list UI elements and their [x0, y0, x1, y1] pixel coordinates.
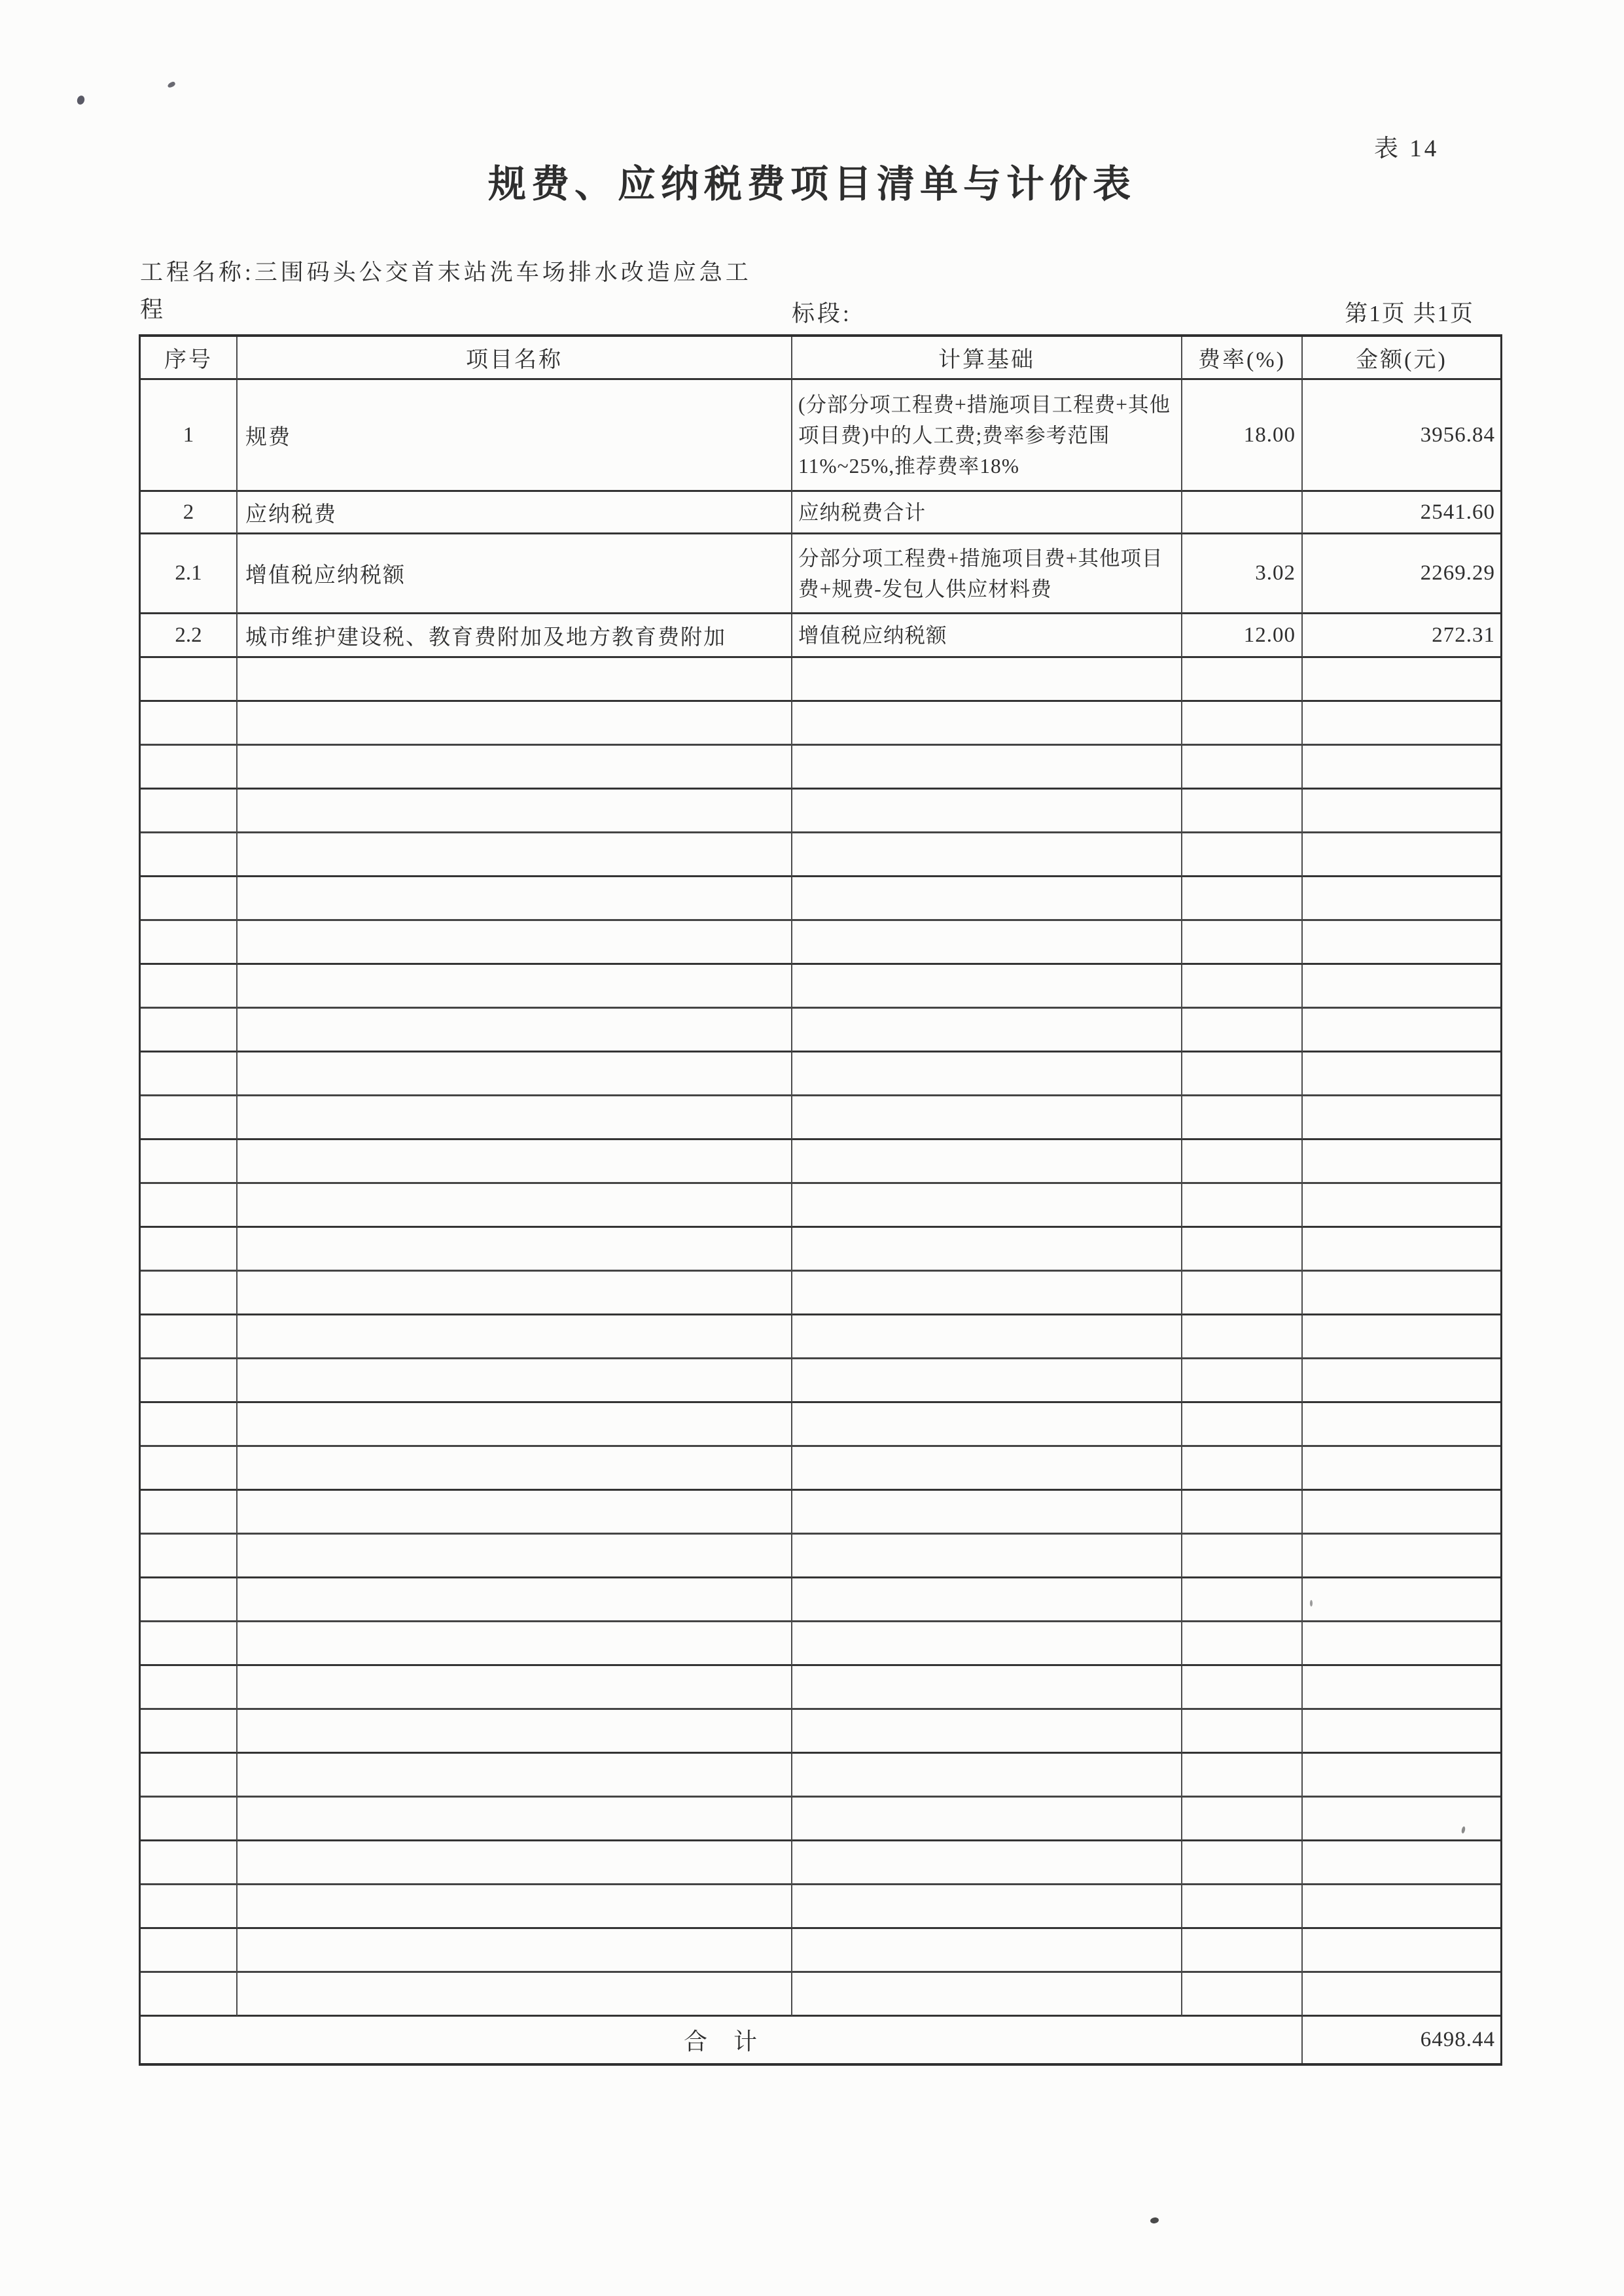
total-amount-cell: 6498.44	[1420, 2028, 1495, 2051]
header-cell-amount: 金额(元)	[1303, 337, 1500, 380]
empty-table-row	[141, 1009, 1500, 1052]
empty-cell	[1182, 1578, 1303, 1622]
empty-cell	[1303, 1491, 1500, 1535]
empty-table-row	[141, 921, 1500, 965]
empty-cell	[1182, 1798, 1303, 1841]
empty-cell	[1182, 1447, 1303, 1491]
empty-cell	[1303, 1841, 1500, 1885]
empty-cell	[1182, 658, 1303, 702]
empty-cell	[1303, 746, 1500, 790]
empty-cell	[141, 1359, 238, 1403]
empty-cell	[238, 1929, 792, 1973]
empty-table-row	[141, 1622, 1500, 1666]
empty-cell	[141, 790, 238, 833]
empty-cell	[792, 1228, 1182, 1272]
empty-cell	[1182, 1929, 1303, 1973]
empty-cell	[1303, 1885, 1500, 1929]
empty-table-row	[141, 833, 1500, 877]
empty-cell	[1303, 965, 1500, 1009]
row-no-cell: 2.1	[141, 534, 238, 614]
empty-cell	[141, 1096, 238, 1140]
empty-cell	[1182, 1841, 1303, 1885]
empty-table-row	[141, 1359, 1500, 1403]
empty-cell	[792, 1535, 1182, 1578]
item-name-cell: 应纳税费	[238, 492, 792, 534]
empty-cell	[792, 1359, 1182, 1403]
header-cell-no: 序号	[141, 337, 238, 380]
empty-cell	[1303, 1272, 1500, 1315]
project-name-label: 工程名称:	[140, 260, 255, 285]
empty-cell	[1303, 702, 1500, 746]
empty-cell	[238, 1622, 792, 1666]
empty-cell	[238, 1009, 792, 1052]
empty-table-row	[141, 1403, 1500, 1447]
empty-cell	[1303, 1973, 1500, 2017]
empty-cell	[792, 1622, 1182, 1666]
item-name-cell: 增值税应纳税额	[238, 534, 792, 614]
empty-cell	[1182, 1140, 1303, 1184]
header-cell-item-name: 项目名称	[238, 337, 792, 380]
row-no-cell: 2	[141, 492, 238, 534]
empty-cell	[1182, 921, 1303, 965]
empty-table-row	[141, 1841, 1500, 1885]
empty-cell	[238, 1491, 792, 1535]
empty-cell	[792, 1096, 1182, 1140]
empty-cell	[238, 1754, 792, 1798]
empty-cell	[238, 1359, 792, 1403]
empty-table-row	[141, 790, 1500, 833]
empty-cell	[792, 1754, 1182, 1798]
header-cell-rate: 费率(%)	[1182, 337, 1303, 380]
empty-cell	[141, 1798, 238, 1841]
empty-table-row	[141, 965, 1500, 1009]
fee-tax-table	[139, 334, 1502, 2066]
empty-cell	[1182, 1535, 1303, 1578]
empty-cell	[141, 1447, 238, 1491]
empty-cell	[792, 1272, 1182, 1315]
rate-cell	[1182, 492, 1303, 534]
calc-basis-cell: 应纳税费合计	[792, 492, 1182, 534]
project-name-value: 三围码头公交首末站洗车场排水改造应急工程	[140, 260, 752, 322]
calc-basis-cell: (分部分项工程费+措施项目工程费+其他项目费)中的人工费;费率参考范围11%~25%,推荐费率18%	[792, 380, 1182, 492]
empty-cell	[792, 1885, 1182, 1929]
empty-cell	[141, 1272, 238, 1315]
empty-cell	[1303, 1052, 1500, 1096]
empty-cell	[1303, 1096, 1500, 1140]
empty-cell	[1182, 702, 1303, 746]
row-no-cell: 1	[141, 380, 238, 492]
table-row	[141, 380, 1500, 492]
empty-cell	[238, 1096, 792, 1140]
scan-speck	[1150, 2217, 1159, 2224]
row-no-cell: 2.2	[141, 614, 238, 658]
empty-cell	[141, 877, 238, 921]
page-number-info: 第1页 共1页	[1345, 301, 1474, 326]
rate-cell: 12.00	[1182, 614, 1303, 658]
empty-cell	[141, 1710, 238, 1754]
empty-cell	[1182, 965, 1303, 1009]
bid-section-label: 标段:	[792, 301, 852, 326]
empty-cell	[141, 1535, 238, 1578]
table-row	[141, 614, 1500, 658]
empty-cell	[238, 1578, 792, 1622]
empty-table-row	[141, 1272, 1500, 1315]
empty-cell	[1303, 921, 1500, 965]
empty-cell	[1182, 1491, 1303, 1535]
empty-cell	[1182, 1096, 1303, 1140]
empty-cell	[1182, 1710, 1303, 1754]
table-rows	[141, 380, 1500, 2017]
empty-cell	[238, 1052, 792, 1096]
empty-cell	[792, 1140, 1182, 1184]
empty-cell	[1182, 1272, 1303, 1315]
calc-basis-cell: 增值税应纳税额	[792, 614, 1182, 658]
empty-cell	[792, 1315, 1182, 1359]
empty-cell	[238, 921, 792, 965]
empty-cell	[141, 1228, 238, 1272]
empty-cell	[1303, 1666, 1500, 1710]
empty-cell	[238, 1666, 792, 1710]
table-row	[141, 534, 1500, 614]
table-total-row	[141, 2017, 1500, 2063]
empty-cell	[792, 702, 1182, 746]
empty-cell	[238, 746, 792, 790]
calc-basis-cell: 分部分项工程费+措施项目费+其他项目费+规费-发包人供应材料费	[792, 534, 1182, 614]
empty-cell	[1182, 1754, 1303, 1798]
empty-table-row	[141, 1885, 1500, 1929]
empty-cell	[141, 702, 238, 746]
empty-cell	[1303, 1447, 1500, 1491]
empty-cell	[1182, 877, 1303, 921]
amount-cell: 3956.84	[1303, 380, 1500, 492]
empty-cell	[792, 1009, 1182, 1052]
empty-cell	[1303, 1184, 1500, 1228]
empty-cell	[792, 921, 1182, 965]
empty-cell	[238, 1841, 792, 1885]
scan-speck	[76, 95, 86, 106]
empty-cell	[141, 1929, 238, 1973]
rate-cell: 18.00	[1182, 380, 1303, 492]
empty-table-row	[141, 702, 1500, 746]
table-row	[141, 492, 1500, 534]
empty-cell	[238, 702, 792, 746]
empty-cell	[792, 1491, 1182, 1535]
empty-cell	[1303, 833, 1500, 877]
empty-cell	[1182, 1184, 1303, 1228]
empty-cell	[792, 1578, 1182, 1622]
empty-cell	[792, 1929, 1182, 1973]
empty-cell	[141, 1184, 238, 1228]
empty-cell	[238, 1447, 792, 1491]
empty-cell	[1182, 1359, 1303, 1403]
empty-cell	[238, 1272, 792, 1315]
empty-cell	[141, 1491, 238, 1535]
empty-table-row	[141, 1140, 1500, 1184]
empty-table-row	[141, 1184, 1500, 1228]
empty-cell	[141, 1403, 238, 1447]
empty-cell	[1303, 1929, 1500, 1973]
empty-cell	[792, 1403, 1182, 1447]
empty-table-row	[141, 1710, 1500, 1754]
empty-table-row	[141, 1315, 1500, 1359]
empty-cell	[141, 746, 238, 790]
rate-cell: 3.02	[1182, 534, 1303, 614]
empty-cell	[1182, 790, 1303, 833]
empty-cell	[238, 833, 792, 877]
empty-cell	[1303, 1359, 1500, 1403]
empty-cell	[1303, 1754, 1500, 1798]
item-name-cell: 城市维护建设税、教育费附加及地方教育费附加	[238, 614, 792, 658]
empty-table-row	[141, 746, 1500, 790]
item-name-cell: 规费	[238, 380, 792, 492]
empty-cell	[238, 1228, 792, 1272]
scan-speck	[167, 81, 176, 88]
total-label-cell: 合 计	[141, 2017, 1303, 2063]
empty-cell	[1182, 1315, 1303, 1359]
empty-cell	[141, 1578, 238, 1622]
header-cell-calc-basis: 计算基础	[792, 337, 1182, 380]
empty-cell	[792, 877, 1182, 921]
empty-table-row	[141, 1535, 1500, 1578]
empty-cell	[792, 1841, 1182, 1885]
empty-cell	[141, 1140, 238, 1184]
empty-cell	[141, 1052, 238, 1096]
empty-table-row	[141, 658, 1500, 702]
empty-cell	[1182, 833, 1303, 877]
empty-cell	[1303, 1535, 1500, 1578]
empty-table-row	[141, 1578, 1500, 1622]
empty-cell	[238, 1535, 792, 1578]
empty-cell	[238, 1798, 792, 1841]
empty-cell	[1303, 1009, 1500, 1052]
amount-cell: 2541.60	[1303, 492, 1500, 534]
empty-table-row	[141, 1798, 1500, 1841]
empty-cell	[1182, 1228, 1303, 1272]
empty-cell	[238, 1710, 792, 1754]
project-name-line	[140, 254, 762, 328]
empty-cell	[141, 1973, 238, 2017]
empty-cell	[238, 1184, 792, 1228]
amount-cell: 272.31	[1303, 614, 1500, 658]
empty-cell	[1182, 1973, 1303, 2017]
empty-cell	[792, 1666, 1182, 1710]
empty-cell	[1182, 1885, 1303, 1929]
empty-cell	[238, 1140, 792, 1184]
empty-cell	[141, 1841, 238, 1885]
empty-cell	[1303, 1315, 1500, 1359]
empty-cell	[141, 833, 238, 877]
table-header-row	[141, 337, 1500, 380]
empty-cell	[238, 1403, 792, 1447]
empty-table-row	[141, 1228, 1500, 1272]
empty-cell	[141, 1315, 238, 1359]
empty-table-row	[141, 877, 1500, 921]
scan-speck	[1310, 1600, 1313, 1607]
empty-cell	[792, 658, 1182, 702]
empty-table-row	[141, 1052, 1500, 1096]
empty-cell	[238, 1315, 792, 1359]
empty-cell	[1303, 1578, 1500, 1622]
empty-cell	[238, 1885, 792, 1929]
empty-cell	[141, 1754, 238, 1798]
empty-cell	[1303, 1710, 1500, 1754]
empty-table-row	[141, 1754, 1500, 1798]
empty-cell	[1303, 1228, 1500, 1272]
empty-cell	[1182, 1666, 1303, 1710]
table-number-tag: 表 14	[1374, 135, 1439, 162]
empty-table-row	[141, 1447, 1500, 1491]
empty-cell	[1182, 1052, 1303, 1096]
empty-cell	[238, 1973, 792, 2017]
empty-table-row	[141, 1666, 1500, 1710]
empty-cell	[1182, 1622, 1303, 1666]
empty-cell	[1303, 658, 1500, 702]
empty-cell	[792, 790, 1182, 833]
empty-cell	[238, 790, 792, 833]
empty-cell	[238, 965, 792, 1009]
empty-cell	[792, 1710, 1182, 1754]
empty-cell	[792, 1447, 1182, 1491]
empty-cell	[141, 965, 238, 1009]
empty-cell	[1303, 1403, 1500, 1447]
empty-cell	[1303, 790, 1500, 833]
empty-cell	[141, 1622, 238, 1666]
empty-cell	[1182, 746, 1303, 790]
empty-cell	[1303, 877, 1500, 921]
empty-table-row	[141, 1491, 1500, 1535]
empty-cell	[238, 877, 792, 921]
empty-cell	[792, 1184, 1182, 1228]
empty-cell	[1303, 1140, 1500, 1184]
empty-cell	[141, 1885, 238, 1929]
empty-cell	[1182, 1403, 1303, 1447]
empty-cell	[792, 833, 1182, 877]
amount-cell: 2269.29	[1303, 534, 1500, 614]
empty-cell	[1182, 1009, 1303, 1052]
empty-cell	[141, 658, 238, 702]
empty-cell	[792, 1052, 1182, 1096]
empty-cell	[1303, 1798, 1500, 1841]
empty-table-row	[141, 1096, 1500, 1140]
empty-table-row	[141, 1929, 1500, 1973]
empty-table-row	[141, 1973, 1500, 2017]
empty-cell	[792, 1798, 1182, 1841]
empty-cell	[141, 1009, 238, 1052]
empty-cell	[141, 1666, 238, 1710]
empty-cell	[238, 658, 792, 702]
empty-cell	[792, 1973, 1182, 2017]
empty-cell	[792, 965, 1182, 1009]
page-title: 规费、应纳税费项目清单与计价表	[487, 163, 1136, 205]
empty-cell	[1303, 1622, 1500, 1666]
empty-cell	[792, 746, 1182, 790]
empty-cell	[141, 921, 238, 965]
